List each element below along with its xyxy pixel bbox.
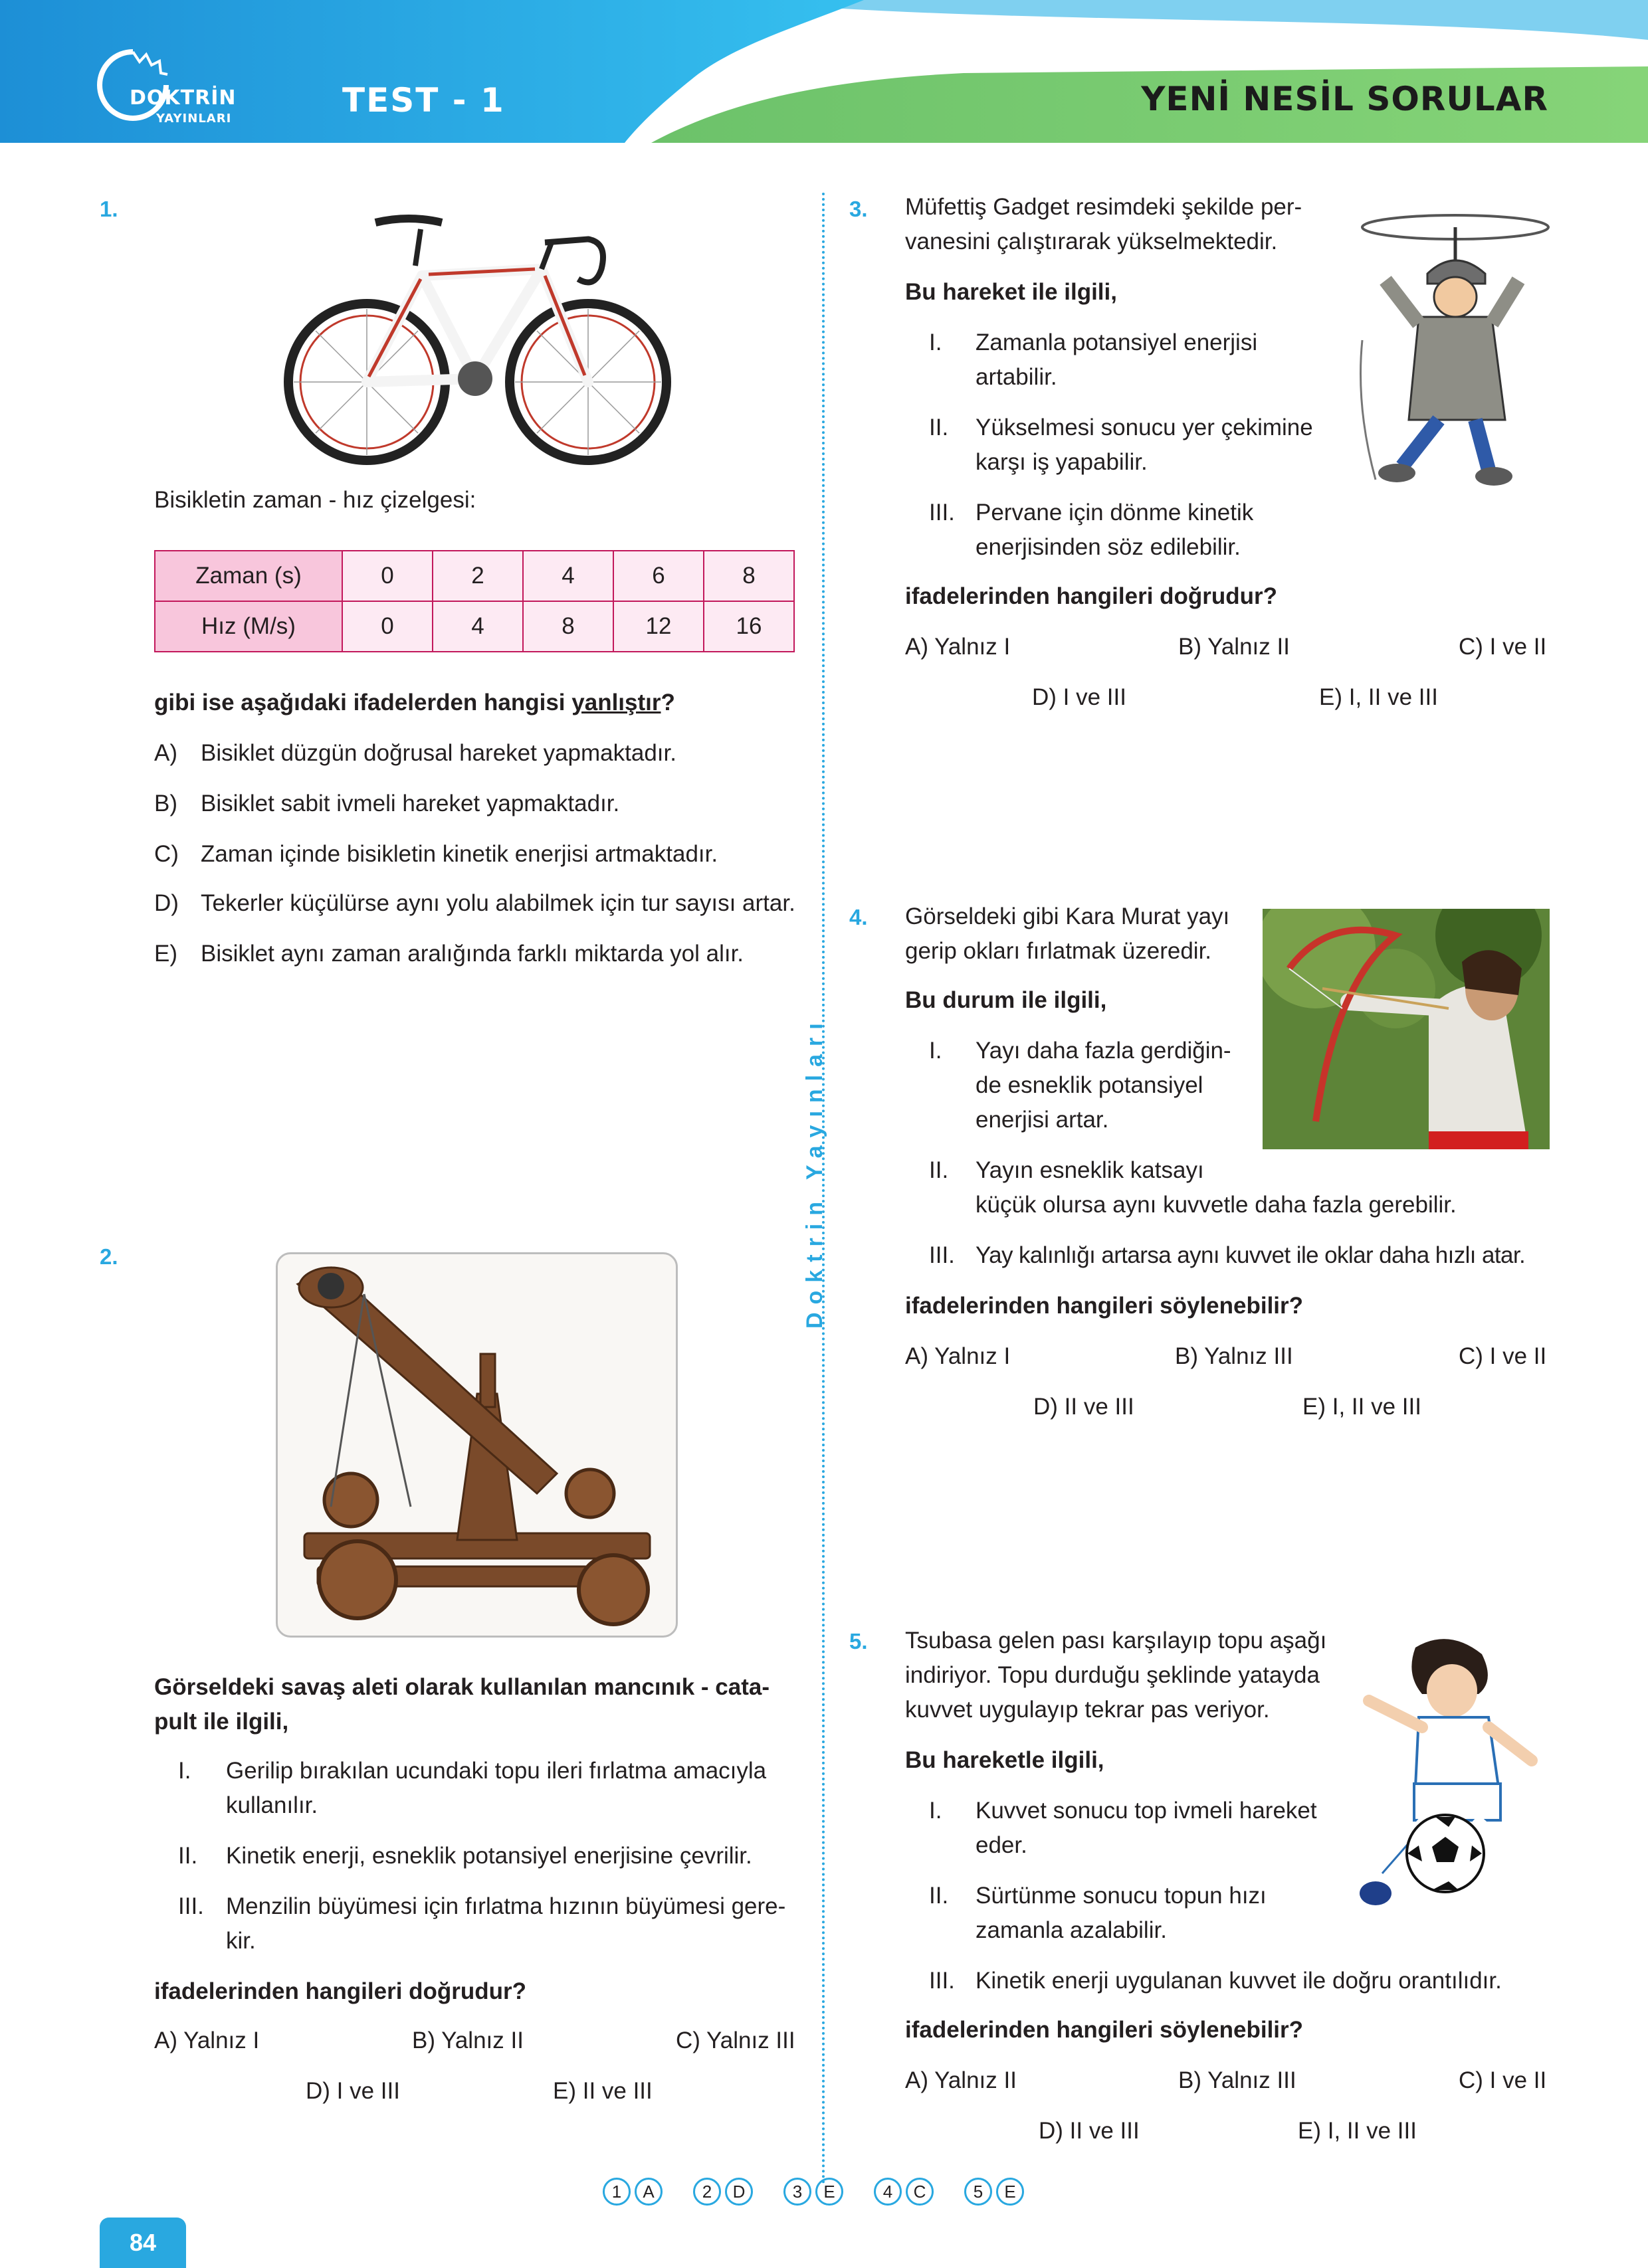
tsubasa-image xyxy=(1356,1634,1548,1913)
q3-number: 3. xyxy=(849,197,868,221)
answer-key-letter: E xyxy=(815,2178,843,2206)
table-cell: 8 xyxy=(704,551,794,601)
table-row-time xyxy=(155,551,794,601)
q4-intro-line1: Görseldeki gibi Kara Murat yayı xyxy=(905,903,1230,929)
q2-roman-2: II. xyxy=(178,1843,198,1869)
logo-main-text: DOKTRİN xyxy=(130,86,237,110)
option-letter: B) xyxy=(154,791,177,816)
answer-key-number: 4 xyxy=(874,2178,902,2206)
q2-answer-c[interactable]: C) Yalnız III xyxy=(676,2028,795,2053)
table-row-speed xyxy=(155,601,794,652)
q5-intro-line1: Tsubasa gelen pası karşılayıp topu aşağı xyxy=(905,1628,1327,1654)
q2-intro-line2: pult ile ilgili, xyxy=(154,1709,289,1735)
q2-number: 2. xyxy=(100,1244,118,1269)
answer-key-letter: A xyxy=(635,2178,663,2206)
q3-answer-a[interactable]: A) Yalnız I xyxy=(905,634,1011,660)
q3-answer-e[interactable]: E) I, II ve III xyxy=(1319,684,1438,710)
q4-statement-3-line1: Yay kalınlığı artarsa aynı kuvvet ile oklar daha hızlı atar. xyxy=(976,1242,1526,1268)
answer-key-item xyxy=(866,2172,946,2212)
q5-answer-e[interactable]: E) I, II ve III xyxy=(1298,2118,1417,2144)
q5-statement-1-line2: eder. xyxy=(976,1832,1027,1858)
q1-question-emphasis: yanlıştır xyxy=(571,690,661,715)
option-text: Bisiklet sabit ivmeli hareket yapmaktadır. xyxy=(201,791,620,816)
table-cell: 0 xyxy=(342,601,433,652)
q4-statement-2-line1: Yayın esneklik katsayı xyxy=(976,1157,1204,1183)
q3-roman-2: II. xyxy=(929,415,949,440)
archer-illustration xyxy=(1263,909,1550,1149)
q4-number: 4. xyxy=(849,905,868,929)
q3-answer-b[interactable]: B) Yalnız II xyxy=(1178,634,1290,660)
q1-question-end: ? xyxy=(661,690,675,715)
q4-roman-2: II. xyxy=(929,1157,949,1183)
q5-question: ifadelerinden hangileri söylenebilir? xyxy=(905,2017,1304,2043)
q4-statement-2-line2: küçük olursa aynı kuvvetle daha fazla gerebilir. xyxy=(976,1192,1457,1218)
option-text: Tekerler küçülürse aynı yolu alabilmek için tur sayısı artar. xyxy=(201,890,795,916)
section-title: YENİ NESİL SORULAR xyxy=(1141,80,1548,118)
answer-key-number: 1 xyxy=(603,2178,631,2206)
q4-answer-a[interactable]: A) Yalnız I xyxy=(905,1343,1011,1369)
table-cell: 4 xyxy=(433,601,523,652)
q4-roman-1: I. xyxy=(929,1038,942,1064)
q2-answer-a[interactable]: A) Yalnız I xyxy=(154,2028,260,2053)
q3-question: ifadelerinden hangileri doğrudur? xyxy=(905,583,1278,609)
q2-answer-e[interactable]: E) II ve III xyxy=(553,2078,653,2104)
q5-roman-1: I. xyxy=(929,1798,942,1824)
answer-key-number: 3 xyxy=(783,2178,811,2206)
q2-statement-3-line2: kir. xyxy=(226,1928,256,1954)
logo-sub-text: YAYINLARI xyxy=(156,112,232,126)
q1-number: 1. xyxy=(100,197,118,221)
catapult-illustration xyxy=(278,1254,678,1638)
q5-intro-line2: indiriyor. Topu durduğu şeklinde yatayda xyxy=(905,1662,1320,1688)
q5-statement-3-line1: Kinetik enerji uygulanan kuvvet ile doğru orantılıdır. xyxy=(976,1968,1502,1994)
q1-option-e xyxy=(154,937,744,971)
q5-roman-2: II. xyxy=(929,1883,949,1909)
q1-option-d xyxy=(154,886,795,921)
page-header xyxy=(0,0,1648,143)
option-letter: D) xyxy=(154,890,179,916)
q3-intro-line2: vanesini çalıştırarak yükselmektedir. xyxy=(905,229,1278,254)
answer-key-number: 5 xyxy=(964,2178,992,2206)
q4-statement-1-line2: de esneklik potansiyel xyxy=(976,1072,1203,1098)
q4-answer-e[interactable]: E) I, II ve III xyxy=(1302,1394,1421,1420)
q5-intro-line3: kuvvet uygulayıp tekrar pas veriyor. xyxy=(905,1697,1270,1723)
q5-number: 5. xyxy=(849,1629,868,1654)
q2-intro-line1: Görseldeki savaş aleti olarak kullanılan mancınık - cata- xyxy=(154,1674,770,1700)
answer-key-number: 2 xyxy=(693,2178,721,2206)
archer-image xyxy=(1263,909,1550,1149)
answer-key-letter: C xyxy=(906,2178,934,2206)
q3-answer-d[interactable]: D) I ve III xyxy=(1032,684,1126,710)
answer-key-item xyxy=(775,2172,855,2212)
q5-statement-1-line1: Kuvvet sonucu top ivmeli hareket xyxy=(976,1798,1317,1824)
q4-lead: Bu durum ile ilgili, xyxy=(905,987,1107,1013)
q3-statement-1-line1: Zamanla potansiyel enerjisi xyxy=(976,330,1258,355)
option-letter: C) xyxy=(154,841,179,867)
answer-key-item xyxy=(685,2172,765,2212)
q5-answer-b[interactable]: B) Yalnız III xyxy=(1178,2067,1296,2093)
option-text: Zaman içinde bisikletin kinetik enerjisi artmaktadır. xyxy=(201,841,718,867)
answer-key-letter: D xyxy=(725,2178,753,2206)
answer-key xyxy=(595,2172,1047,2212)
table-cell: 6 xyxy=(613,551,704,601)
catapult-image xyxy=(276,1252,678,1638)
test-title: TEST - 1 xyxy=(342,81,505,120)
q3-statement-1-line2: artabilir. xyxy=(976,364,1057,390)
publisher-sidebar-text: Doktrin Yayınları xyxy=(802,1015,827,1329)
q1-option-b xyxy=(154,787,619,821)
q3-intro-line1: Müfettiş Gadget resimdeki şekilde per- xyxy=(905,194,1302,220)
option-letter: A) xyxy=(154,740,177,766)
q3-answer-c[interactable]: C) I ve II xyxy=(1459,634,1547,660)
q5-statement-2-line1: Sürtünme sonucu topun hızı xyxy=(976,1883,1267,1909)
page-number: 84 xyxy=(100,2218,186,2268)
table-cell: 4 xyxy=(523,551,613,601)
speed-time-table xyxy=(154,550,795,652)
q5-answer-c[interactable]: C) I ve II xyxy=(1459,2067,1547,2093)
q4-statement-1-line3: enerjisi artar. xyxy=(976,1107,1109,1133)
table-cell: 12 xyxy=(613,601,704,652)
option-letter: E) xyxy=(154,941,177,967)
q2-statement-2-line1: Kinetik enerji, esneklik potansiyel enerjisine çevrilir. xyxy=(226,1843,752,1869)
q5-lead: Bu hareketle ilgili, xyxy=(905,1747,1104,1773)
option-text: Bisiklet düzgün doğrusal hareket yapmaktadır. xyxy=(201,740,676,766)
publisher-logo xyxy=(93,45,246,125)
q5-answer-d[interactable]: D) II ve III xyxy=(1039,2118,1140,2144)
q3-statement-2-line2: karşı iş yapabilir. xyxy=(976,449,1148,475)
table-header-speed: Hız (M/s) xyxy=(155,601,342,652)
q4-answer-b[interactable]: B) Yalnız III xyxy=(1175,1343,1293,1369)
q1-question xyxy=(154,686,675,720)
bicycle-image xyxy=(276,203,681,465)
table-cell: 0 xyxy=(342,551,433,601)
q1-question-start: gibi ise aşağıdaki ifadelerden hangisi xyxy=(154,690,572,715)
answer-key-letter: E xyxy=(996,2178,1024,2206)
q2-roman-1: I. xyxy=(178,1758,191,1784)
q5-answer-a[interactable]: A) Yalnız II xyxy=(905,2067,1017,2093)
q4-intro-line2: gerip okları fırlatmak üzeredir. xyxy=(905,938,1212,964)
table-cell: 2 xyxy=(433,551,523,601)
q2-question: ifadelerinden hangileri doğrudur? xyxy=(154,1978,527,2004)
q2-answer-d[interactable]: D) I ve III xyxy=(306,2078,400,2104)
q3-roman-1: I. xyxy=(929,330,942,355)
q3-lead: Bu hareket ile ilgili, xyxy=(905,279,1117,305)
q5-statement-2-line2: zamanla azalabilir. xyxy=(976,1917,1167,1943)
answer-key-item xyxy=(956,2172,1036,2212)
q2-answer-b[interactable]: B) Yalnız II xyxy=(412,2028,524,2053)
header-banner xyxy=(0,0,1648,143)
q2-statement-1-line1: Gerilip bırakılan ucundaki topu ileri fırlatma amacıyla xyxy=(226,1758,767,1784)
q1-intro: Bisikletin zaman - hız çizelgesi: xyxy=(154,487,476,513)
q1-option-a xyxy=(154,736,676,771)
q3-roman-3: III. xyxy=(929,500,955,525)
q3-statement-3-line2: enerjisinden söz edilebilir. xyxy=(976,534,1241,560)
q2-statement-1-line2: kullanılır. xyxy=(226,1792,318,1818)
option-text: Bisiklet aynı zaman aralığında farklı miktarda yol alır. xyxy=(201,941,744,967)
table-cell: 16 xyxy=(704,601,794,652)
q4-answer-c[interactable]: C) I ve II xyxy=(1459,1343,1547,1369)
q4-answer-d[interactable]: D) II ve III xyxy=(1033,1394,1134,1420)
q2-statement-3-line1: Menzilin büyümesi için fırlatma hızının büyümesi gere- xyxy=(226,1893,786,1919)
q3-statement-2-line1: Yükselmesi sonucu yer çekimine xyxy=(976,415,1313,440)
q4-roman-3: III. xyxy=(929,1242,955,1268)
table-cell: 8 xyxy=(523,601,613,652)
table-header-time: Zaman (s) xyxy=(155,551,342,601)
q2-roman-3: III. xyxy=(178,1893,204,1919)
q3-statement-3-line1: Pervane için dönme kinetik xyxy=(976,500,1254,525)
q1-option-c xyxy=(154,837,718,872)
q5-roman-3: III. xyxy=(929,1968,955,1994)
inspector-gadget-image xyxy=(1356,207,1555,493)
q4-statement-1-line1: Yayı daha fazla gerdiğin- xyxy=(976,1038,1231,1064)
answer-key-item xyxy=(595,2172,674,2212)
q4-question: ifadelerinden hangileri söylenebilir? xyxy=(905,1293,1304,1319)
